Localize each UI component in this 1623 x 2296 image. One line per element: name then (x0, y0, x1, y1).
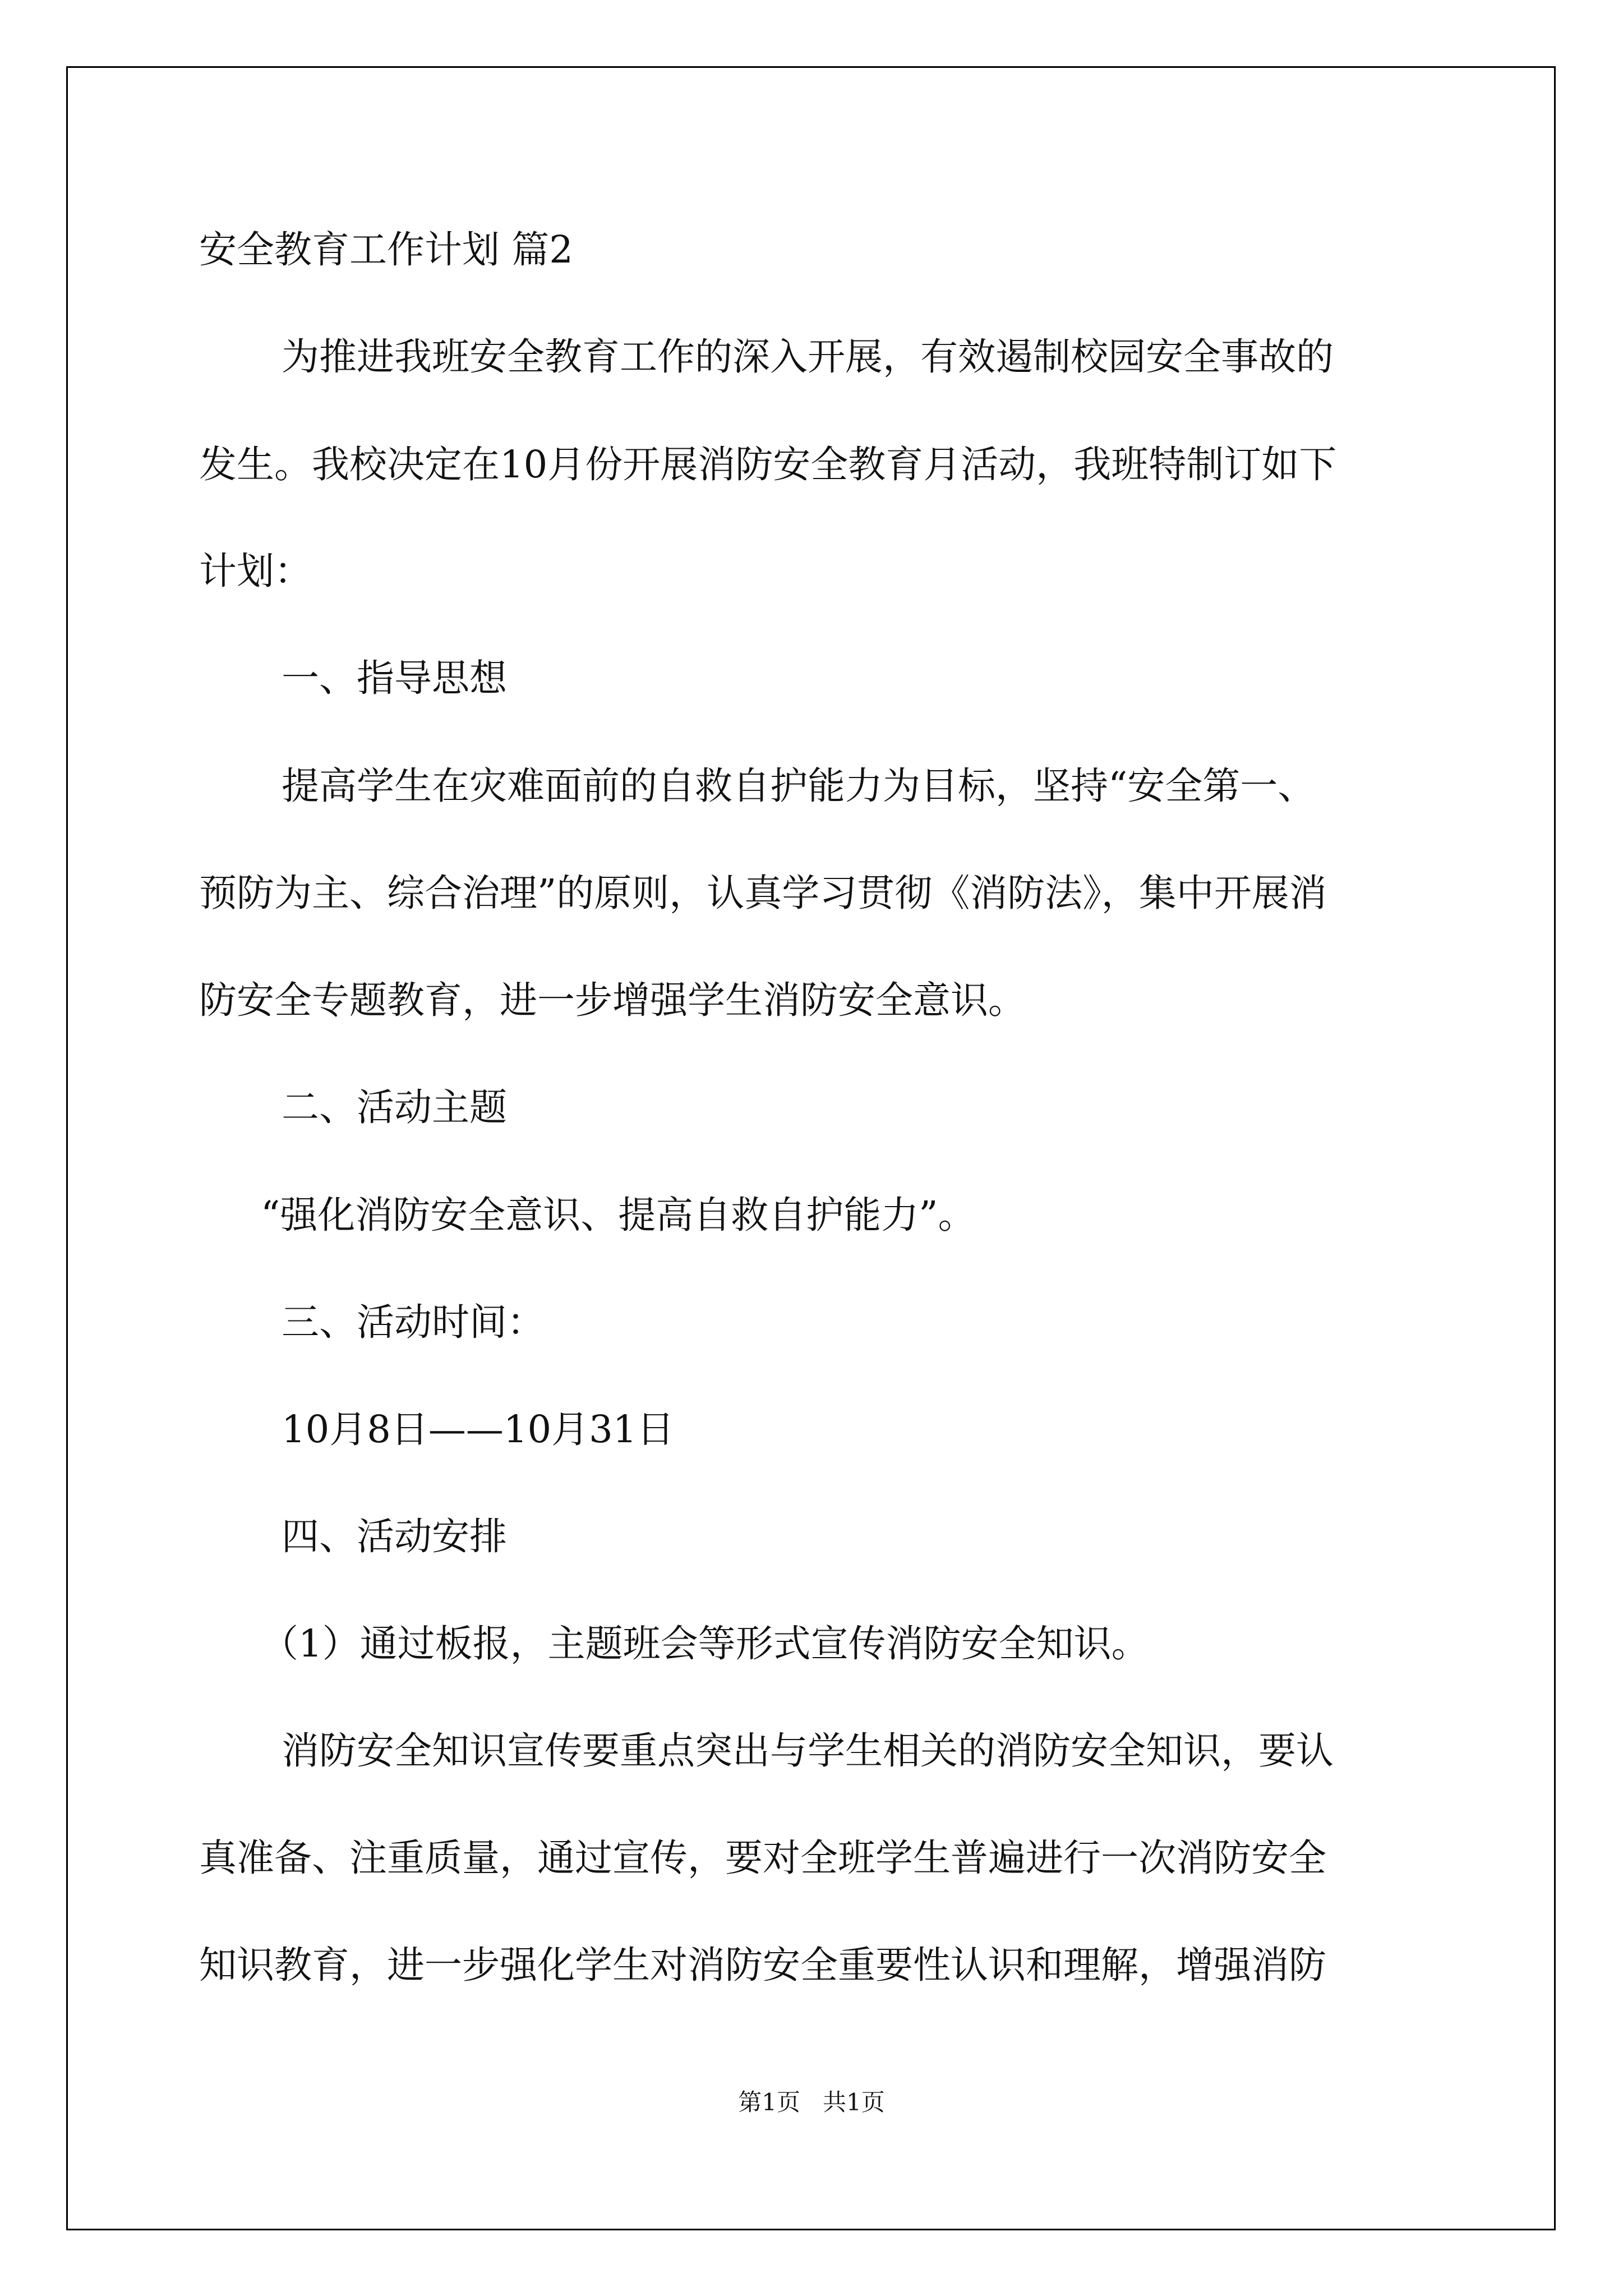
paragraph-line: 防安全专题教育，进一步增强学生消防安全意识。 (199, 978, 1026, 1022)
paragraph-line: 提高学生在灾难面前的自救自护能力为目标，坚持“安全第一、 (282, 764, 1316, 808)
paragraph-line: 计划： (199, 549, 312, 593)
section-heading: 四、活动安排 (282, 1515, 507, 1558)
paragraph-line: 10月8日——10月31日 (282, 1407, 675, 1451)
section-heading: 一、指导思想 (282, 656, 507, 700)
document-title: 安全教育工作计划 篇2 (199, 228, 573, 272)
paragraph-line: 真准备、注重质量，通过宣传，要对全班学生普遍进行一次消防安全 (199, 1836, 1326, 1880)
paragraph-line: （1）通过板报，主题班会等形式宣传消防安全知识。 (261, 1622, 1149, 1665)
page-border (66, 66, 1556, 2230)
paragraph-line: 预防为主、综合治理”的原则，认真学习贯彻《消防法》，集中开展消 (199, 871, 1327, 915)
paragraph-line: 发生。我校决定在10月份开展消防安全教育月活动，我班特制订如下 (199, 443, 1337, 486)
page-footer: 第1页 共1页 (738, 2088, 885, 2116)
paragraph-line: 为推进我班安全教育工作的深入开展，有效遏制校园安全事故的 (282, 335, 1334, 379)
paragraph-line: 知识教育，进一步强化学生对消防安全重要性认识和理解，增强消防 (199, 1943, 1326, 1987)
paragraph-line: 消防安全知识宣传要重点突出与学生相关的消防安全知识，要认 (282, 1729, 1334, 1773)
paragraph-line: “强化消防安全意识、提高自救自护能力”。 (261, 1193, 976, 1237)
section-heading: 三、活动时间： (282, 1300, 545, 1344)
section-heading: 二、活动主题 (282, 1085, 507, 1129)
